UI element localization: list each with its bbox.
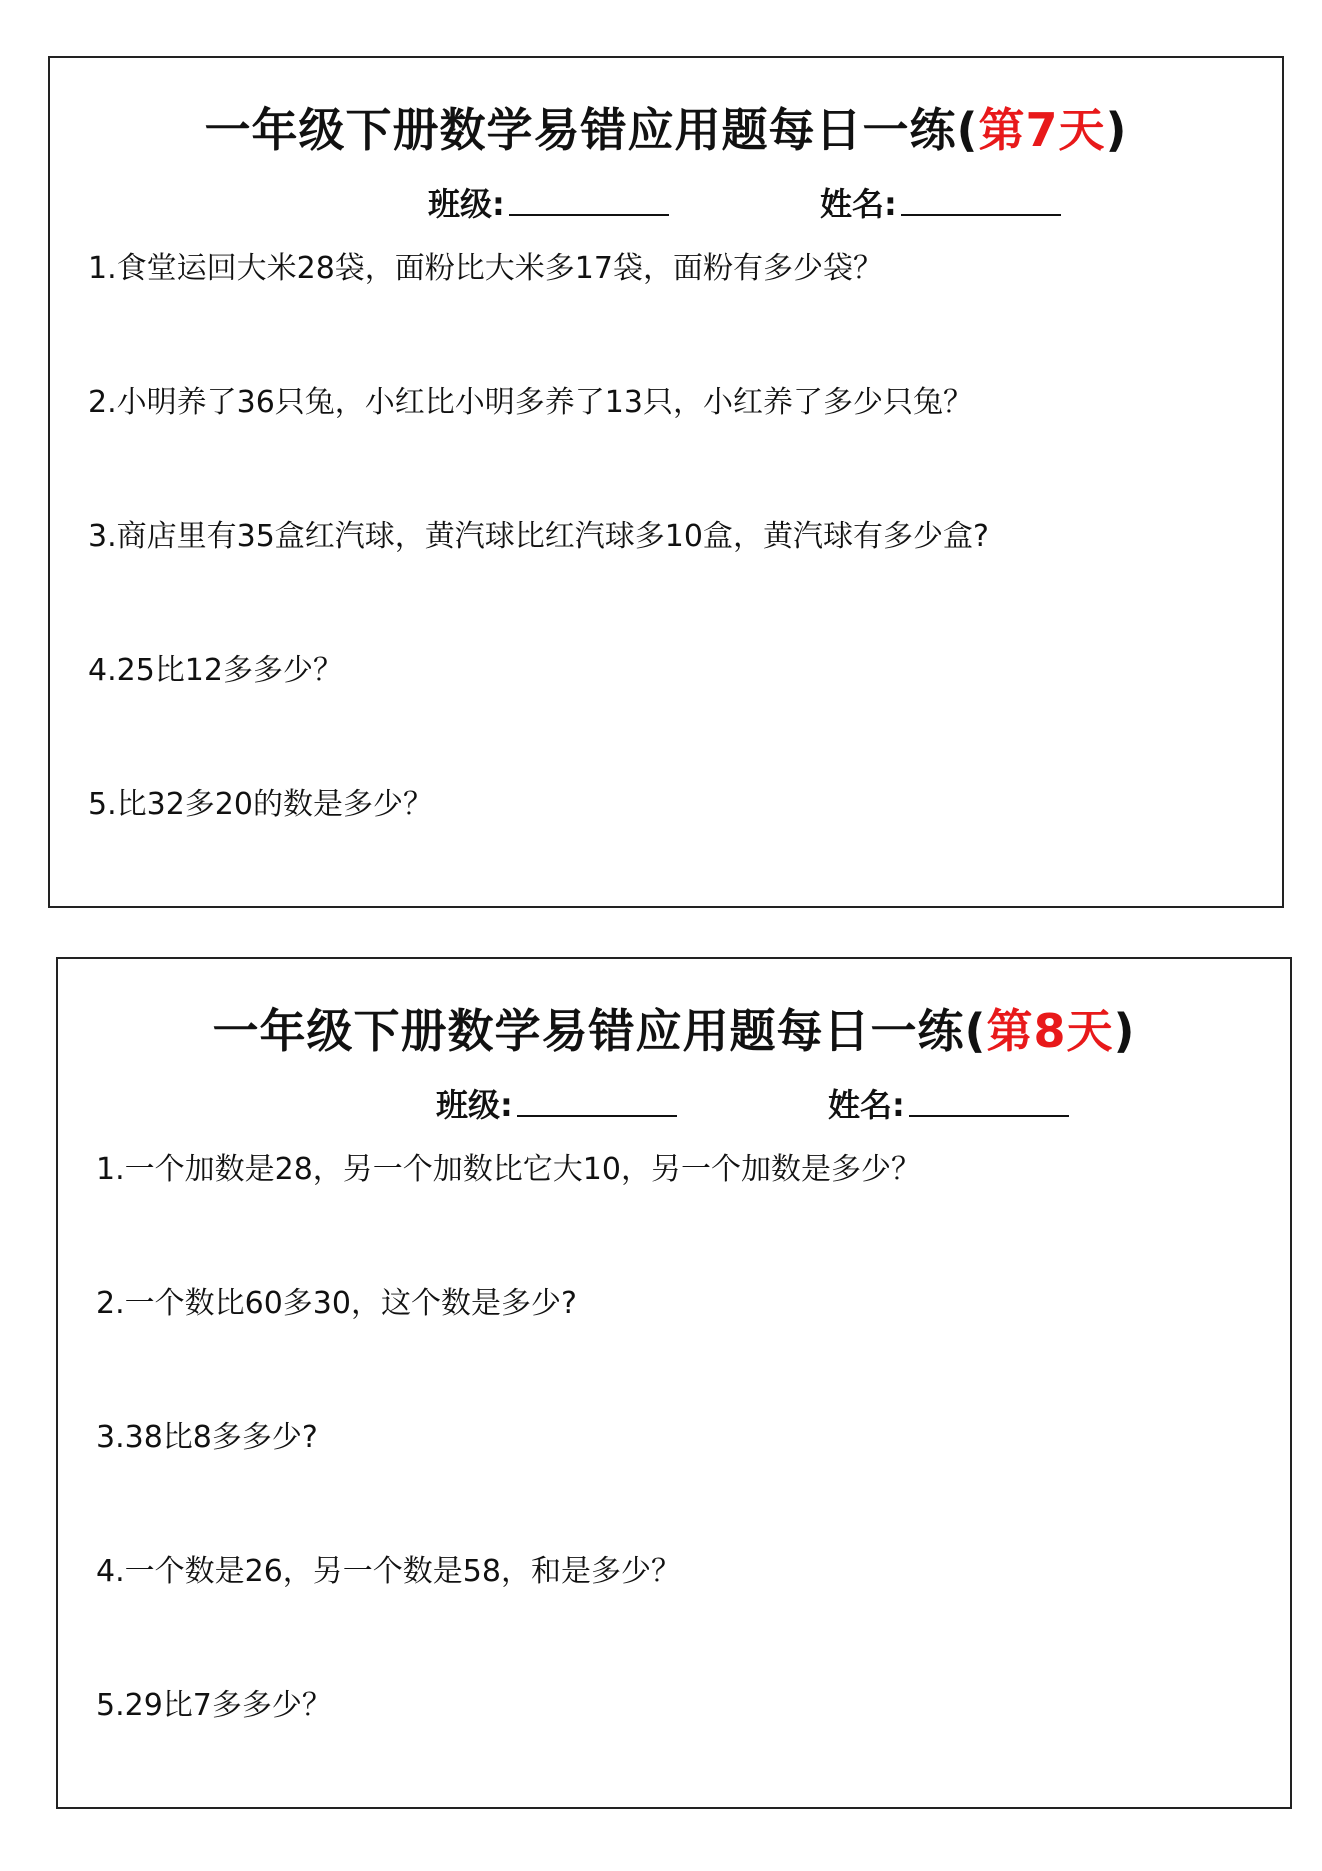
question-list: [88, 248, 1252, 918]
student-info-row: [58, 1083, 1290, 1127]
question-item: 1.一个加数是28，另一个加数比它大10，另一个加数是多少？: [96, 1152, 921, 1187]
title-day-label: 第8天: [986, 1004, 1114, 1058]
name-label: 姓名:: [828, 1086, 905, 1124]
worksheet-title: [50, 100, 1282, 160]
question-item: 2.一个数比60多30，这个数是多少?: [96, 1286, 577, 1321]
name-field: [828, 1083, 1069, 1127]
question-item: 3.38比8多多少?: [96, 1420, 318, 1455]
worksheet-day-7: [48, 56, 1284, 908]
name-field: [820, 182, 1061, 226]
title-close-paren: ): [1113, 1004, 1136, 1058]
title-main-text: 一年级下册数学易错应用题每日一练(: [204, 103, 979, 157]
title-close-paren: ): [1105, 103, 1128, 157]
question-item: 4.25比12多多少？: [88, 653, 343, 688]
worksheet-title: [58, 1001, 1290, 1061]
class-field: [428, 182, 669, 226]
class-field: [436, 1083, 677, 1127]
question-item: 2.小明养了36只兔，小红比小明多养了13只，小红养了多少只兔？: [88, 385, 973, 420]
name-label: 姓名:: [820, 185, 897, 223]
name-blank-line[interactable]: [909, 1083, 1069, 1117]
student-info-row: [50, 182, 1282, 226]
name-blank-line[interactable]: [901, 182, 1061, 216]
class-blank-line[interactable]: [509, 182, 669, 216]
class-label: 班级:: [428, 185, 505, 223]
question-item: 5.比32多20的数是多少？: [88, 787, 433, 822]
class-blank-line[interactable]: [517, 1083, 677, 1117]
class-label: 班级:: [436, 1086, 513, 1124]
question-item: 5.29比7多多少？: [96, 1688, 332, 1723]
title-day-label: 第7天: [978, 103, 1106, 157]
worksheet-day-8: [56, 957, 1292, 1809]
title-main-text: 一年级下册数学易错应用题每日一练(: [212, 1004, 987, 1058]
question-item: 3.商店里有35盒红汽球，黄汽球比红汽球多10盒，黄汽球有多少盒?: [88, 519, 989, 554]
question-item: 1.食堂运回大米28袋，面粉比大米多17袋，面粉有多少袋？: [88, 251, 883, 286]
question-item: 4.一个数是26，另一个数是58，和是多少？: [96, 1554, 681, 1589]
question-list: [96, 1149, 1260, 1819]
